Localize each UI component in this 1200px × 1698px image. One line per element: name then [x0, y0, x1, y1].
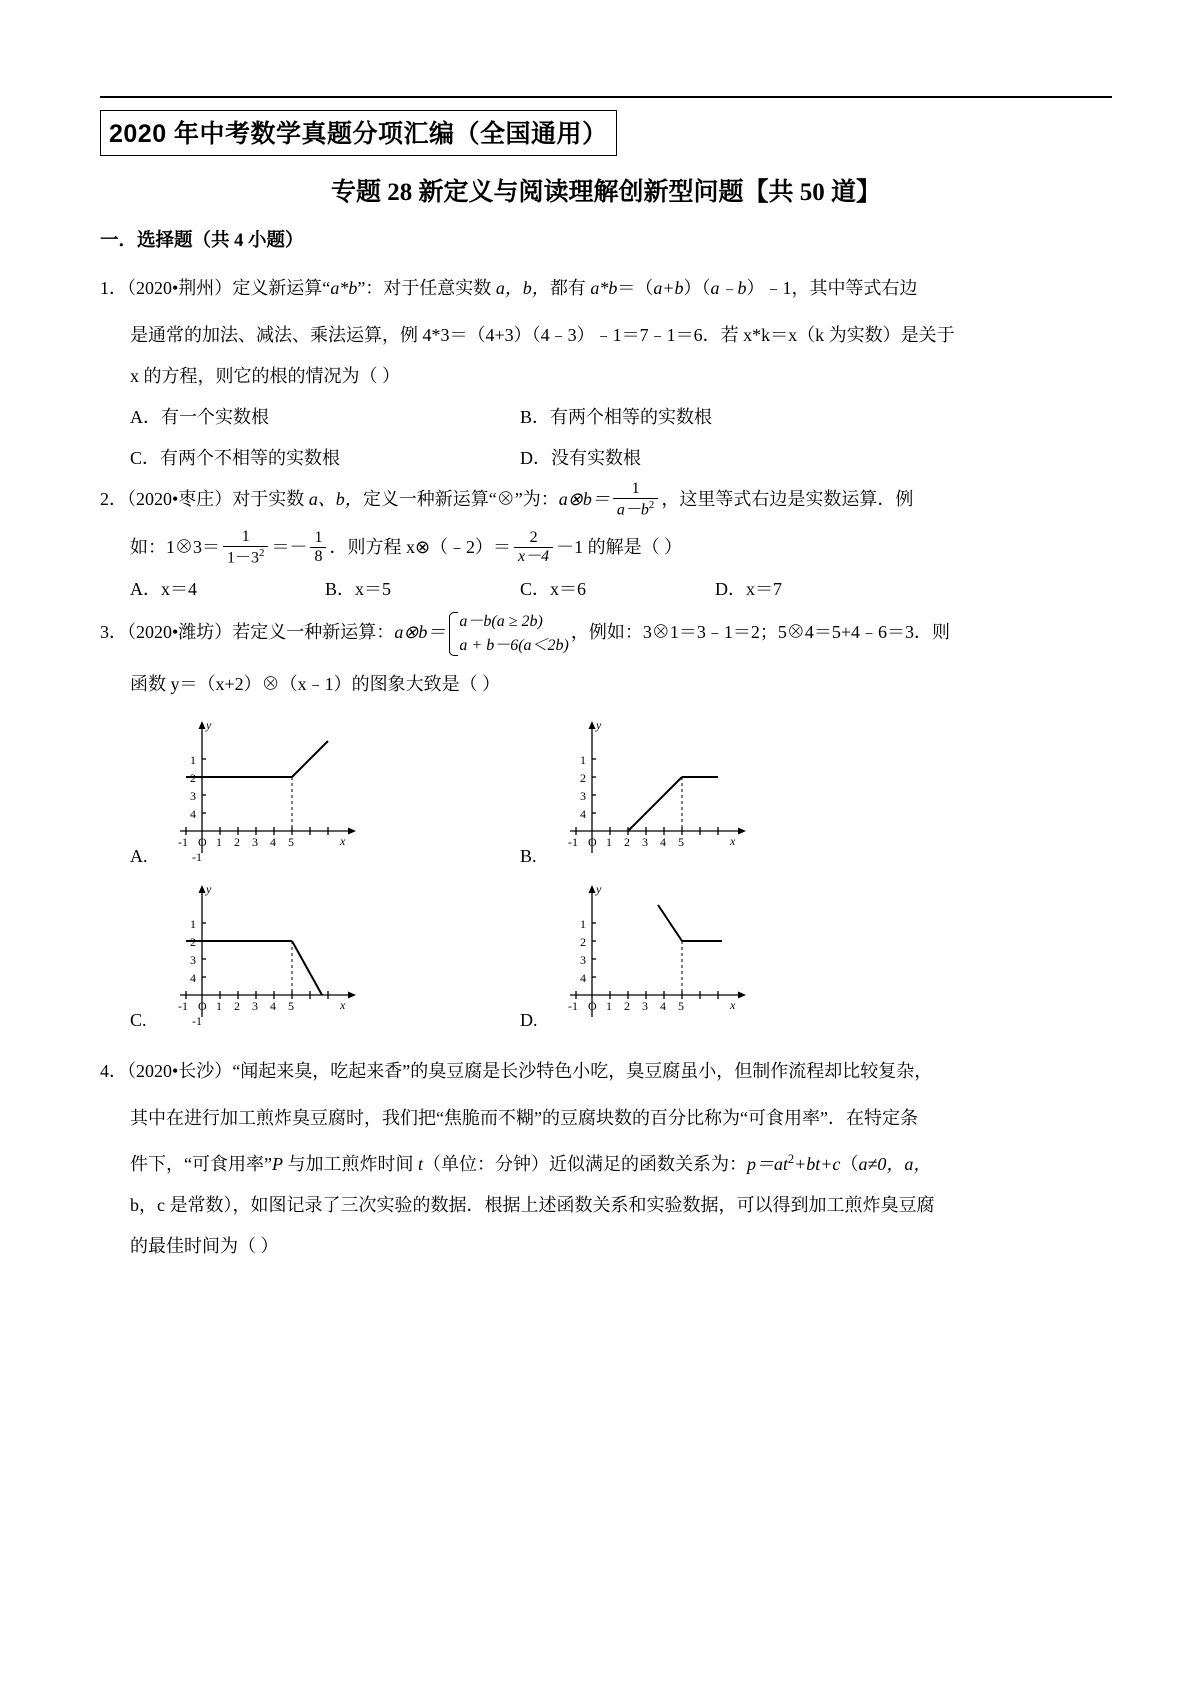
svg-text:5: 5: [678, 998, 684, 1013]
question-4-number: 4: [100, 1060, 109, 1081]
q4-line3-i: a≠0，a，: [858, 1153, 932, 1174]
question-1: [100, 268, 1112, 479]
svg-text:-1: -1: [192, 1013, 202, 1027]
q2-line2-mid: ．则方程 x⊗（﹣2）＝: [329, 536, 512, 557]
graph-option-b-label: B.: [520, 845, 537, 866]
q2-text-vars: a、b，: [308, 489, 363, 509]
question-1-option-c[interactable]: C．有两个不相等的实数根: [130, 448, 341, 468]
question-2-line-2: [130, 527, 1112, 569]
q2-line2-eq: ＝－: [271, 536, 308, 557]
q3-case-2-text: a + b－6(a＜2b): [459, 636, 569, 654]
svg-text:1: 1: [580, 752, 586, 767]
q1-text-d: a，b，: [495, 278, 550, 298]
q4-line3-d: t: [417, 1153, 423, 1174]
graph-a-svg: [172, 713, 372, 863]
graph-option-c[interactable]: [130, 877, 520, 1035]
q3-case-1-text: a－b(a ≥ 2b): [459, 612, 543, 630]
q2-line2-pre: 如：1⊗3＝: [130, 536, 220, 557]
q1-text-g: ＝（: [617, 278, 654, 298]
q2-frac2-num: 1: [241, 527, 250, 545]
svg-text:1: 1: [216, 834, 222, 849]
q2-fraction-1: [613, 480, 658, 520]
svg-text:O: O: [588, 998, 597, 1013]
svg-text:3: 3: [252, 834, 258, 849]
graph-row-2: [130, 877, 1112, 1035]
q2-frac2-den-text: 1－3: [227, 549, 260, 567]
question-4-line-5: 的最佳时间为（ ）: [130, 1235, 279, 1256]
graph-option-c-label: C.: [130, 1009, 147, 1030]
q2-frac2-den: [223, 546, 268, 568]
svg-text:4: 4: [580, 970, 586, 985]
svg-text:y: y: [206, 881, 212, 896]
svg-text:5: 5: [288, 998, 294, 1013]
q4-line-1-text: “闻起来臭，吃起来香”的臭豆腐是长沙特色小吃，臭豆腐虽小，但制作流程却比较复杂，: [232, 1060, 933, 1081]
svg-text:4: 4: [270, 834, 276, 849]
question-1-source: （2020•荆州）: [127, 278, 233, 298]
graph-option-b[interactable]: [520, 713, 910, 871]
question-3-number: 3: [100, 621, 109, 642]
document-header-title: 2020 年中考数学真题分项汇编（全国通用）: [100, 110, 617, 156]
q3-cases-brace: [447, 610, 568, 658]
graph-option-a[interactable]: [130, 713, 520, 871]
question-2-option-d[interactable]: D．x＝7: [715, 578, 782, 599]
q2-text-op: a⊗b＝: [558, 489, 610, 509]
svg-text:2: 2: [234, 998, 240, 1013]
graph-c-svg: [172, 877, 372, 1027]
svg-text:-1: -1: [568, 834, 578, 849]
q4-line3-a: 件下，“可食用率”: [130, 1153, 272, 1174]
q1-text-j: a﹣b: [710, 278, 747, 298]
document-subtitle: 专题 28 新定义与阅读理解创新型问题【共 50 道】: [330, 179, 881, 206]
svg-text:3: 3: [642, 834, 648, 849]
question-4-line-3: [130, 1139, 1112, 1185]
q1-text-a: 定义新运算“: [232, 278, 331, 298]
q4-line3-g: +bt+c: [794, 1153, 841, 1174]
question-3: [100, 610, 1112, 1035]
svg-text:5: 5: [288, 834, 294, 849]
q1-text-h: a+b: [653, 278, 684, 298]
question-2: [100, 479, 1112, 610]
q1-text-b: a*b: [330, 278, 358, 298]
q2-frac3-num: 1: [314, 528, 323, 546]
q3-case-2: [459, 634, 568, 658]
q3-text-pre: 若定义一种新运算：: [232, 621, 395, 642]
svg-text:5: 5: [678, 834, 684, 849]
question-4: [100, 1051, 1112, 1267]
question-2-options-row: [130, 569, 1112, 610]
svg-text:3: 3: [580, 952, 586, 967]
svg-text:2: 2: [190, 770, 196, 785]
question-1-option-b[interactable]: B．有两个相等的实数根: [520, 407, 713, 427]
question-4-line-4: b，c 是常数），如图记录了三次实验的数据．根据上述函数关系和实验数据，可以得到加工煎炸臭豆腐: [130, 1194, 935, 1215]
svg-text:x: x: [340, 997, 346, 1012]
svg-text:2: 2: [234, 834, 240, 849]
q2-frac4-den: [514, 547, 553, 566]
question-2-number: 2: [100, 489, 109, 509]
svg-text:3: 3: [580, 788, 586, 803]
svg-text:y: y: [596, 881, 602, 896]
question-4-source: （2020•长沙）: [127, 1060, 233, 1081]
q2-text-mid: 定义一种新运算“⊗”为：: [362, 489, 559, 509]
q2-line2-post: －1 的解是（ ）: [556, 536, 683, 557]
question-1-line-1: 1．（2020•荆州）定义新运算“a*b”：对于任意实数 a，b，都有 a*b＝（a+b）（a﹣b）﹣1，其中等式右边: [100, 278, 918, 298]
q2-fraction-2: [223, 528, 268, 568]
question-3-source: （2020•潍坊）: [127, 621, 233, 642]
question-1-number: 1: [100, 278, 109, 298]
svg-text:1: 1: [216, 998, 222, 1013]
graph-b-svg: [562, 713, 762, 863]
q1-text-e: 都有: [549, 278, 591, 298]
svg-text:x: x: [340, 833, 346, 848]
svg-text:4: 4: [270, 998, 276, 1013]
question-2-option-a[interactable]: A．x＝4: [130, 578, 197, 599]
svg-text:-1: -1: [178, 998, 188, 1013]
q2-frac4-den-text: x－4: [518, 548, 550, 566]
q4-line3-f: p＝at: [747, 1153, 789, 1174]
q4-line3-c: 与加工煎炸时间: [282, 1153, 418, 1174]
svg-text:O: O: [198, 834, 207, 849]
question-1-options-row-1: [130, 397, 1112, 438]
q4-line3-e: （单位：分钟）近似满足的函数关系为：: [423, 1153, 747, 1174]
svg-text:2: 2: [580, 770, 586, 785]
q2-frac3-den: 8: [310, 547, 326, 566]
svg-text:1: 1: [190, 752, 196, 767]
q4-line3-h: （: [840, 1153, 859, 1174]
svg-text:4: 4: [660, 998, 666, 1013]
question-3-line-1: 3．（2020•潍坊）若定义一种新运算：a⊗b＝ a－b(a ≥ 2b) a + b－6(a＜2b) ，例如：3⊗1＝3﹣1＝2；5⊗4＝5+4﹣6＝3．则: [100, 610, 1112, 658]
question-2-line-1: 2．（2020•枣庄）对于实数 a、b，定义一种新运算“⊗”为：a⊗b＝ $\frac{1}{a-b^2}$ ，这里等式右边是实数运算．例: [100, 479, 914, 519]
q1-text-i: ）（: [683, 278, 711, 298]
q2-frac1-den-sup: 2: [648, 499, 655, 512]
q3-text-op: a⊗b＝: [394, 621, 446, 642]
q1-text-k: ）﹣1，其中等式右边: [746, 278, 918, 298]
question-3-line-2: 函数 y＝（x+2）⊗（x﹣1）的图象大致是（ ）: [130, 673, 501, 694]
svg-text:O: O: [198, 998, 207, 1013]
svg-text:3: 3: [190, 788, 196, 803]
q2-fraction-4: [514, 529, 553, 567]
question-2-option-b[interactable]: B．x＝5: [325, 578, 392, 599]
svg-text:1: 1: [190, 916, 196, 931]
svg-text:4: 4: [190, 970, 196, 985]
graph-row-1: [130, 713, 1112, 871]
svg-text:x: x: [730, 997, 736, 1012]
page-content: [100, 96, 1112, 1267]
svg-text:2: 2: [624, 998, 630, 1013]
question-1-option-a[interactable]: A．有一个实数根: [130, 407, 269, 427]
graph-option-d[interactable]: [520, 877, 910, 1035]
q4-line3-b: P: [271, 1153, 283, 1174]
svg-text:-1: -1: [192, 849, 202, 863]
question-4-line-2: 其中在进行加工煎炸臭豆腐时，我们把“焦脆而不糊”的豆腐块数的百分比称为“可食用率”．在特定条: [130, 1107, 918, 1128]
q2-frac4-num: 2: [529, 528, 538, 546]
q1-text-c: ”：对于任意实数: [357, 278, 496, 298]
graph-d-svg: [562, 877, 762, 1027]
svg-text:2: 2: [624, 834, 630, 849]
q2-text-pre: 对于实数: [232, 489, 309, 509]
spacer: [100, 1041, 1112, 1051]
question-2-source: （2020•枣庄）: [127, 489, 233, 509]
section-heading: 一．选择题（共 4 小题）: [100, 231, 304, 251]
question-4-line-1: 4．（2020•长沙）“闻起来臭，吃起来香”的臭豆腐是长沙特色小吃，臭豆腐虽小，但制作流程却比较复杂，: [100, 1060, 933, 1081]
svg-text:y: y: [596, 717, 602, 732]
question-1-options-row-2: [130, 438, 1112, 479]
svg-text:x: x: [730, 833, 736, 848]
question-1-line-2: 是通常的加法、减法、乘法运算，例 4*3＝（4+3）（4﹣3）﹣1＝7﹣1＝6．若 x*k＝x（k 为实数）是关于: [130, 325, 955, 345]
q1-text-f: a*b: [590, 278, 618, 298]
question-1-line-3: x 的方程，则它的根的情况为（ ）: [130, 366, 400, 386]
question-2-option-c[interactable]: C．x＝6: [520, 578, 587, 599]
q2-frac1-num: 1: [631, 479, 640, 497]
svg-text:-1: -1: [568, 998, 578, 1013]
svg-text:1: 1: [606, 998, 612, 1013]
graph-option-a-label: A.: [130, 845, 148, 866]
svg-text:1: 1: [606, 834, 612, 849]
svg-text:y: y: [206, 717, 212, 732]
header-rule: [100, 96, 1112, 98]
q4-line3-sup: 2: [788, 1151, 795, 1166]
question-3-graph-options: [130, 713, 1112, 1035]
svg-text:3: 3: [642, 998, 648, 1013]
q2-text-post: ，这里等式右边是实数运算．例: [661, 489, 914, 509]
q2-fraction-3: [310, 529, 326, 567]
svg-text:3: 3: [190, 952, 196, 967]
q2-frac1-den-text: a－b: [616, 501, 649, 519]
svg-text:-1: -1: [178, 834, 188, 849]
q3-case-1: [459, 610, 568, 634]
q2-frac2-den-sup: 2: [259, 547, 265, 560]
svg-text:O: O: [588, 834, 597, 849]
svg-text:3: 3: [252, 998, 258, 1013]
q3-text-post: ，例如：3⊗1＝3﹣1＝2；5⊗4＝5+4﹣6＝3．则: [570, 621, 951, 642]
question-1-option-d[interactable]: D．没有实数根: [520, 448, 641, 468]
svg-text:4: 4: [660, 834, 666, 849]
svg-text:2: 2: [190, 934, 196, 949]
svg-text:2: 2: [580, 934, 586, 949]
svg-text:1: 1: [580, 916, 586, 931]
graph-option-d-label: D.: [520, 1009, 538, 1030]
svg-text:4: 4: [580, 806, 586, 821]
svg-text:4: 4: [190, 806, 196, 821]
q2-frac1-den: [613, 498, 658, 520]
